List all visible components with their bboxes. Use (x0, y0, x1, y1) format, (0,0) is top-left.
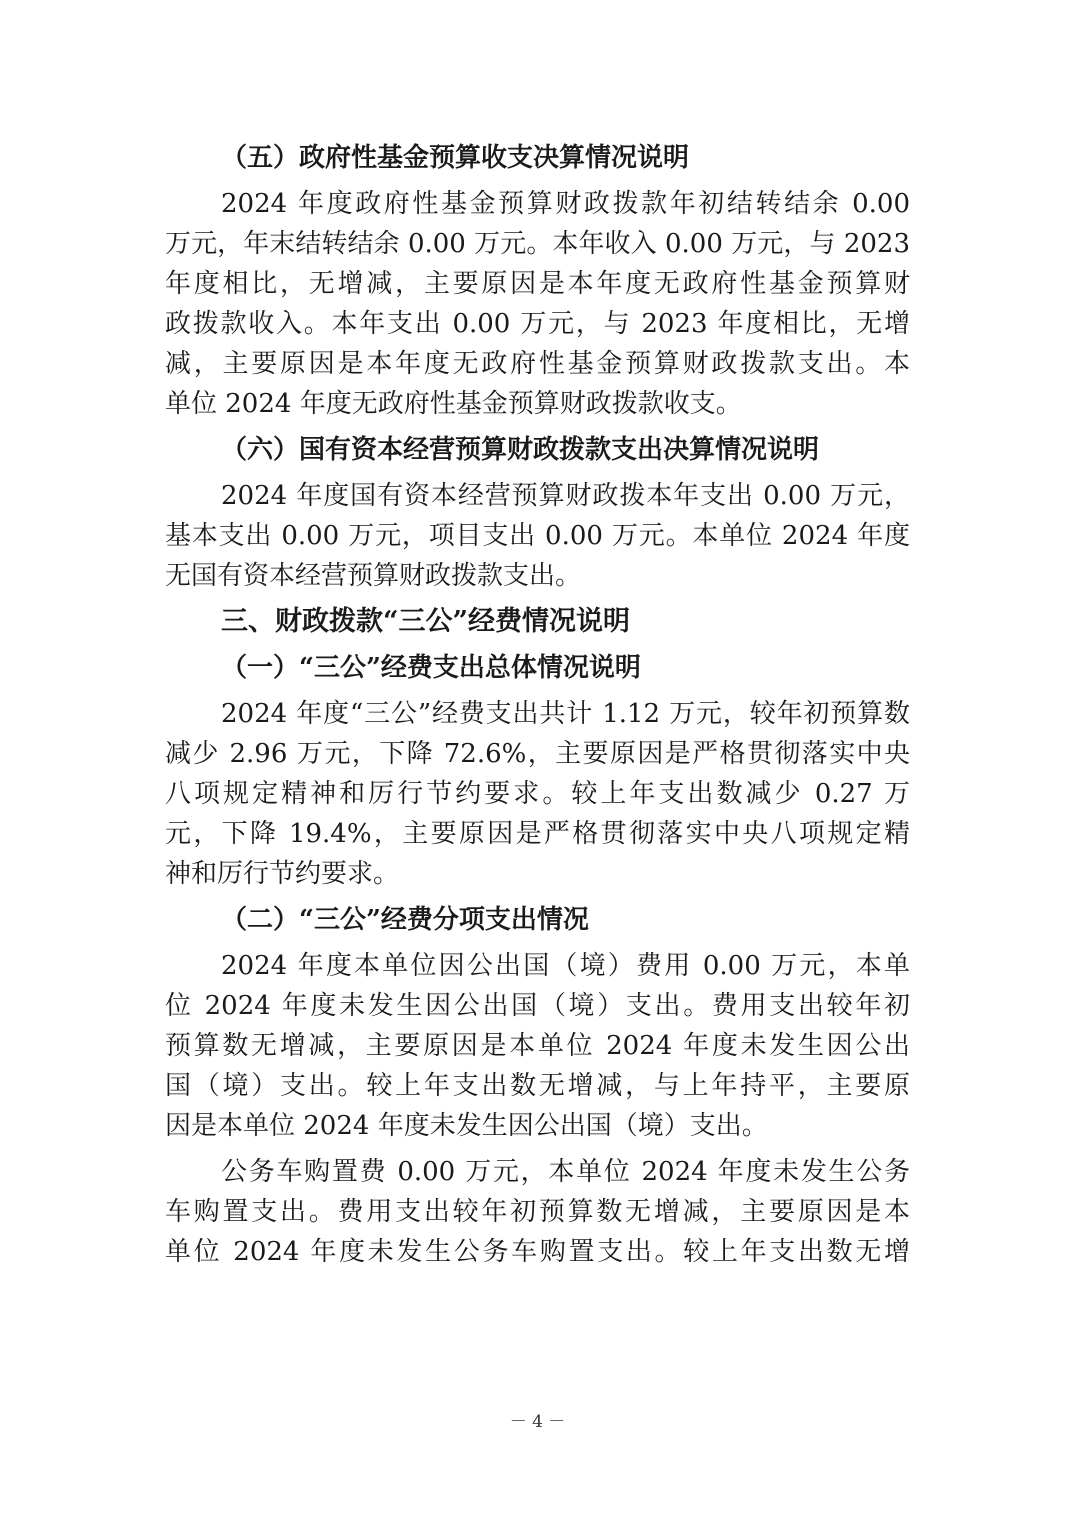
para-3-1 (165, 694, 910, 894)
text-line: 2024 年度政府性基金预算财政拨款年初结转结余 0.00 (221, 189, 910, 219)
text-line: 减少 2.96 万元，下降 72.6%，主要原因是严格贯彻落实中央 (165, 739, 910, 769)
text-line: 预算数无增减，主要原因是本单位 2024 年度未发生因公出 (165, 1031, 910, 1061)
text-line: 国（境）支出。较上年支出数无增减，与上年持平，主要原 (165, 1071, 910, 1101)
document-page (165, 138, 910, 1278)
text-line: 位 2024 年度未发生因公出国（境）支出。费用支出较年初 (165, 991, 910, 1021)
text-line: 单位 2024 年度无政府性基金预算财政拨款收支。 (165, 389, 742, 419)
heading-6: （六）国有资本经营预算财政拨款支出决算情况说明 (221, 435, 820, 465)
text-line: 基本支出 0.00 万元，项目支出 0.00 万元。本单位 2024 年度 (165, 521, 910, 551)
heading-3: 三、财政拨款“三公”经费情况说明 (221, 606, 631, 637)
text-line: 2024 年度“三公”经费支出共计 1.12 万元，较年初预算数 (221, 699, 910, 729)
para-6 (165, 476, 910, 596)
heading-5: （五）政府性基金预算收支决算情况说明 (221, 143, 690, 173)
text-line: 元，下降 19.4%，主要原因是严格贯彻落实中央八项规定精 (165, 819, 910, 849)
text-line: 车购置支出。费用支出较年初预算数无增减，主要原因是本 (165, 1197, 910, 1227)
text-line: 年度相比，无增减，主要原因是本年度无政府性基金预算财 (165, 269, 910, 299)
text-line: 万元，年末结转结余 0.00 万元。本年收入 0.00 万元，与 2023 (165, 229, 910, 259)
para-5 (165, 184, 910, 424)
page-number: － 4 － (509, 1412, 566, 1432)
heading-3-2: （二）“三公”经费分项支出情况 (221, 905, 589, 935)
text-line: 政拨款收入。本年支出 0.00 万元，与 2023 年度相比，无增 (165, 309, 910, 339)
para-3-2a (165, 946, 910, 1146)
text-line: 无国有资本经营预算财政拨款支出。 (165, 561, 582, 591)
text-line: 单位 2024 年度未发生公务车购置支出。较上年支出数无增 (165, 1237, 910, 1267)
text-line: 减，主要原因是本年度无政府性基金预算财政拨款支出。本 (165, 349, 910, 379)
para-3-2b (165, 1152, 910, 1272)
text-line: 2024 年度国有资本经营预算财政拨本年支出 0.00 万元， (221, 481, 910, 511)
text-line: 2024 年度本单位因公出国（境）费用 0.00 万元，本单 (221, 951, 910, 981)
text-line: 八项规定精神和厉行节约要求。较上年支出数减少 0.27 万 (165, 779, 910, 809)
text-line: 公务车购置费 0.00 万元，本单位 2024 年度未发生公务 (221, 1157, 910, 1187)
heading-3-1: （一）“三公”经费支出总体情况说明 (221, 653, 641, 683)
text-line: 神和厉行节约要求。 (165, 859, 400, 889)
text-line: 因是本单位 2024 年度未发生因公出国（境）支出。 (165, 1111, 768, 1141)
